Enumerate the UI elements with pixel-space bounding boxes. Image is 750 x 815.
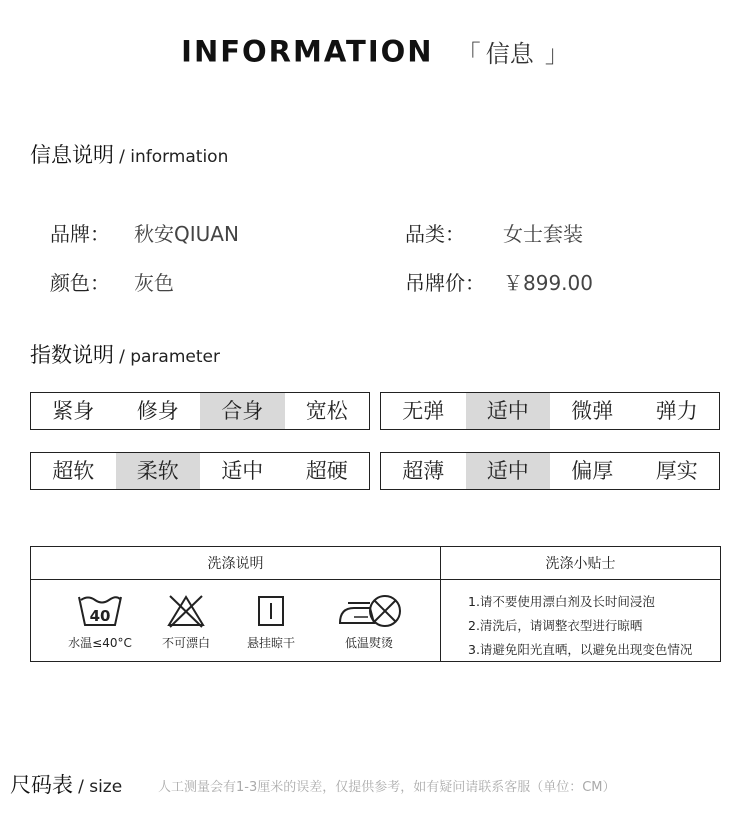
tip-item: 1.请不要使用漂白剂及长时间浸泡 xyxy=(468,594,655,609)
softness-option: 超硬 xyxy=(305,459,348,483)
title-en: INFORMATION xyxy=(181,34,434,69)
elasticity-option: 弹力 xyxy=(655,399,698,423)
washing-instructions xyxy=(31,547,441,661)
price-field xyxy=(405,267,725,296)
page-title xyxy=(0,34,750,69)
thickness-option: 厚实 xyxy=(655,459,698,483)
low-iron-item xyxy=(324,580,414,651)
elasticity-option: 微弹 xyxy=(571,399,614,423)
washing-table xyxy=(30,546,721,662)
size-section-title xyxy=(10,769,122,799)
price-label: 吊牌价： xyxy=(405,271,485,295)
hang-dry-icon xyxy=(256,594,286,628)
thickness-scale xyxy=(380,452,720,490)
brand-label: 品牌： xyxy=(50,222,110,246)
elasticity-option: 适中 xyxy=(466,393,551,429)
tip-item: 2.清洗后，请调整衣型进行晾晒 xyxy=(468,618,643,633)
washing-tips xyxy=(441,547,720,661)
info-section-title xyxy=(30,139,228,169)
size-note: 人工测量会有1-3厘米的误差，仅提供参考，如有疑问请联系客服（单位：CM） xyxy=(158,780,616,795)
color-value: 灰色 xyxy=(134,271,174,295)
brand-value: 秋安QIUAN xyxy=(134,222,239,246)
category-field xyxy=(405,218,725,247)
no-bleach-icon xyxy=(166,594,206,628)
hang-dry-label: 悬挂晾干 xyxy=(246,636,295,650)
fit-option: 合身 xyxy=(200,393,285,429)
wash-40-label: 水温≤40°C xyxy=(68,636,132,650)
no-bleach-label: 不可漂白 xyxy=(161,636,210,650)
thickness-option: 适中 xyxy=(466,453,551,489)
softness-option: 柔软 xyxy=(116,453,201,489)
bracket-close: 」 xyxy=(544,40,569,68)
size-title-cn: 尺码表 xyxy=(10,773,73,797)
elasticity-option: 无弹 xyxy=(402,399,445,423)
fit-option: 紧身 xyxy=(52,399,95,423)
hang-dry-item xyxy=(226,580,316,651)
size-title-en: / size xyxy=(78,777,123,797)
washing-header: 洗涤说明 xyxy=(31,547,440,580)
wash-40-icon xyxy=(77,594,123,628)
tip-item: 3.请避免阳光直晒，以避免出现变色情况 xyxy=(468,642,693,657)
info-title-cn: 信息说明 xyxy=(30,143,114,167)
softness-option: 适中 xyxy=(221,459,264,483)
thickness-option: 超薄 xyxy=(402,459,445,483)
wash-40-item xyxy=(55,580,145,651)
bracket-open: 「 xyxy=(456,40,481,68)
brand-field xyxy=(50,218,370,247)
no-bleach-item xyxy=(141,580,231,651)
tips-header: 洗涤小贴士 xyxy=(441,547,720,580)
thickness-option: 偏厚 xyxy=(571,459,614,483)
category-value: 女士套装 xyxy=(503,222,583,246)
low-iron-label: 低温熨烫 xyxy=(344,636,393,650)
tips-list xyxy=(441,580,720,662)
fit-scale xyxy=(30,392,370,430)
category-label: 品类： xyxy=(405,222,465,246)
fit-option: 修身 xyxy=(136,399,179,423)
color-field xyxy=(50,267,370,296)
color-label: 颜色： xyxy=(50,271,110,295)
fit-option: 宽松 xyxy=(305,399,348,423)
washing-icons xyxy=(31,580,440,661)
price-value: ￥899.00 xyxy=(503,271,593,295)
softness-option: 超软 xyxy=(52,459,95,483)
param-section-title xyxy=(30,339,220,369)
softness-scale xyxy=(30,452,370,490)
param-title-cn: 指数说明 xyxy=(30,343,114,367)
elasticity-scale xyxy=(380,392,720,430)
low-iron-icon xyxy=(334,594,404,628)
info-title-en: / information xyxy=(119,147,229,167)
wash-temp-number: 40 xyxy=(89,607,111,625)
param-title-en: / parameter xyxy=(119,347,220,367)
title-cn: 信息 xyxy=(485,40,534,68)
